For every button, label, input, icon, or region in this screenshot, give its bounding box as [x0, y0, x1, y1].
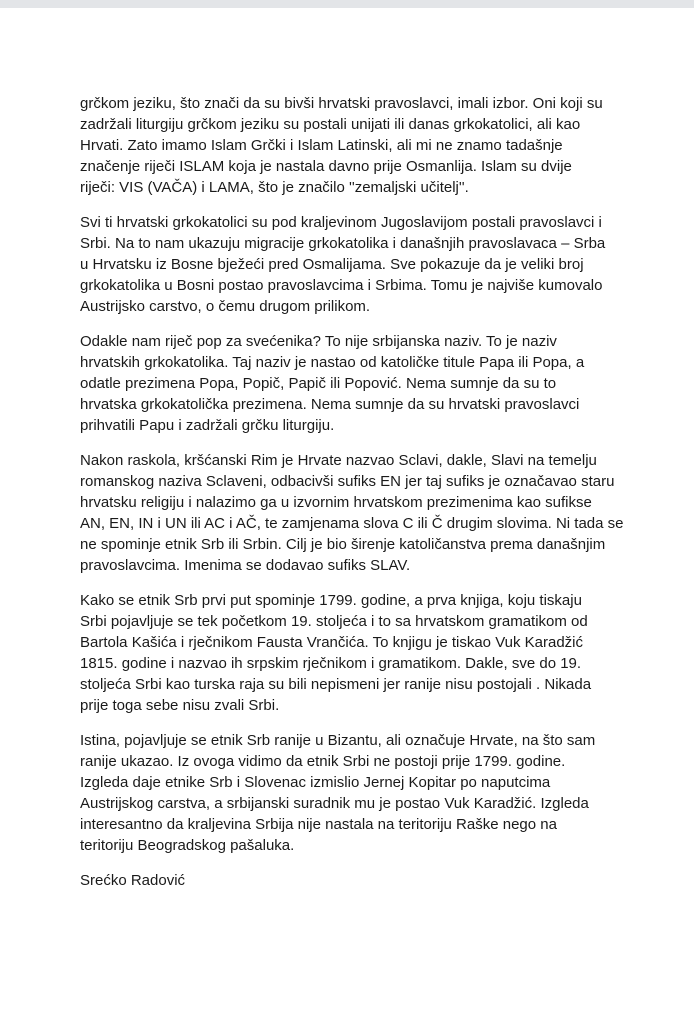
text-line: grčkom jeziku, što znači da su bivši hrvatski pravoslavci, imali izbor. Oni koji su: [80, 95, 603, 112]
paragraph: [80, 730, 676, 856]
text-line: značenje riječi ISLAM koja je nastala davno prije Osmanlija. Islam su dvije: [80, 158, 572, 175]
text-line: Austrijsko carstvo, o čemu drugom prilikom.: [80, 298, 371, 315]
paragraph: [80, 212, 676, 317]
text-line: Odakle nam riječ pop za svećenika? To nije srbijanska naziv. To je naziv: [80, 333, 557, 350]
text-line: Hrvati. Zato imamo Islam Grčki i Islam Latinski, ali mi ne znamo tadašnje: [80, 137, 563, 154]
text-line: romanskog naziva Sclaveni, odbacivši sufiks EN jer taj sufiks je označavao staru: [80, 473, 615, 490]
text-line: grkokatolika u Bosni postao pravoslavcima i Srbima. Tomu je najviše kumovalo: [80, 277, 603, 294]
text-line: Izgleda daje etnike Srb i Slovenac izmislio Jernej Kopitar po naputcima: [80, 774, 551, 791]
text-line: prije toga sebe nisu zvali Srbi.: [80, 697, 280, 714]
text-line: ranije ukazao. Iz ovoga vidimo da etnik Srbi ne postoji prije 1799. godine.: [80, 753, 566, 770]
text-line: Austrijskog carstva, a srbijanski suradnik mu je postao Vuk Karadžić. Izgleda: [80, 795, 589, 812]
text-line: zadržali liturgiju grčkom jeziku su postali unijati ili danas grkokatolici, ali kao: [80, 116, 581, 133]
top-bar: [0, 0, 694, 8]
text-line: Istina, pojavljuje se etnik Srb ranije u Bizantu, ali označuje Hrvate, na što sam: [80, 732, 596, 749]
text-line: AN, EN, IN i UN ili AC i AČ, te zamjenama slova C ili Č drugim slovima. Ni tada se: [80, 515, 624, 532]
text-line: 1815. godine i nazvao ih srpskim rječnikom i gramatikom. Dakle, sve do 19.: [80, 655, 582, 672]
paragraph: [80, 93, 676, 198]
author-signature: Srećko Radović: [80, 872, 186, 889]
text-line: hrvatsku religiju i nalazimo ga u izvornim hrvatskom prezimenima kao sufikse: [80, 494, 592, 511]
text-line: riječi: VIS (VAČA) i LAMA, što je značilo ''zemaljski učitelj''.: [80, 179, 469, 196]
text-line: Bartola Kašića i rječnikom Fausta Vrančića. To knjigu je tiskao Vuk Karadžić: [80, 634, 584, 651]
text-line: Srbi. Na to nam ukazuju migracije grkokatolika i današnjih pravoslavaca – Srba: [80, 235, 606, 252]
text-line: Svi ti hrvatski grkokatolici su pod kraljevinom Jugoslavijom postali pravoslavci i: [80, 214, 602, 231]
text-line: Nakon raskola, kršćanski Rim je Hrvate nazvao Sclavi, dakle, Slavi na temelju: [80, 452, 597, 469]
document-body: [80, 93, 676, 891]
text-line: Kako se etnik Srb prvi put spominje 1799. godine, a prva knjiga, koju tiskaju: [80, 592, 582, 609]
text-line: pravoslavcima. Imenima se dodavao sufiks SLAV.: [80, 557, 411, 574]
text-line: ne spominje etnik Srb ili Srbin. Cilj je bio širenje katoličanstva prema današnjim: [80, 536, 606, 553]
text-line: u Hrvatsku iz Bosne bježeći pred Osmalijama. Sve pokazuje da je veliki broj: [80, 256, 584, 273]
text-line: teritoriju Beogradskog pašaluka.: [80, 837, 295, 854]
text-line: hrvatskih grkokatolika. Taj naziv je nastao od katoličke titule Papa ili Popa, a: [80, 354, 585, 371]
text-line: stoljeća Srbi kao turska raja su bili nepismeni jer ranije nisu postojali . Nikada: [80, 676, 592, 693]
text-line: hrvatska grkokatolička prezimena. Nema sumnje da su hrvatski pravoslavci: [80, 396, 580, 413]
text-line: odatle prezimena Popa, Popič, Papič ili Popović. Nema sumnje da su to: [80, 375, 557, 392]
text-line: Srbi pojavljuje se tek početkom 19. stoljeća i to sa hrvatskom gramatikom od: [80, 613, 588, 630]
paragraph: [80, 331, 676, 436]
text-line: prihvatili Papu i zadržali grčku liturgiju.: [80, 417, 335, 434]
paragraph: [80, 450, 676, 576]
paragraph: [80, 590, 676, 716]
text-line: interesantno da kraljevina Srbija nije nastala na teritoriju Raške nego na: [80, 816, 557, 833]
